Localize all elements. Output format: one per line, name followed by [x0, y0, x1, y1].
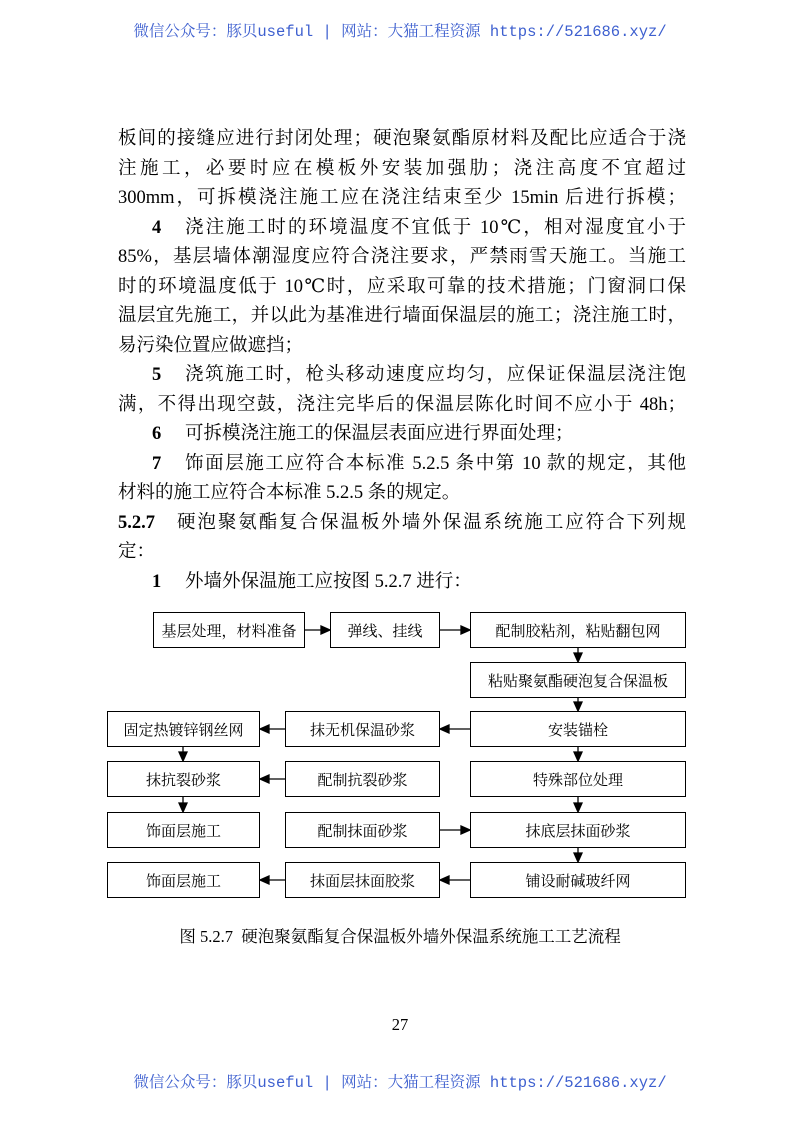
item-number: 7 — [152, 453, 162, 474]
flow-box-alkali-mesh: 铺设耐碱玻纤网 — [470, 862, 686, 898]
arrow-down — [179, 747, 187, 761]
arrow-down — [574, 797, 582, 812]
flow-box-insul-mortar: 抹无机保温砂浆 — [285, 711, 440, 747]
flow-box-crack-mortar: 抹抗裂砂浆 — [107, 761, 260, 797]
line-text: 外墙外保温施工应按图 5.2.7 进行： — [185, 571, 472, 592]
arrow-right — [440, 626, 470, 634]
line-text: 温层宜先施工，并以此为基准进行墙面保温层的施工；浇注施工时， — [118, 306, 686, 326]
clause-number: 5.2.7 — [118, 512, 155, 533]
line-text: 注施工，必要时应在模板外安装加强肋；浇注高度不宜超过 — [118, 158, 686, 179]
arrow-down — [574, 698, 582, 711]
line-text: 板间的接缝应进行封闭处理；硬泡聚氨酯原材料及配比应适合于浇 — [118, 129, 686, 149]
flow-box-finish-2: 饰面层施工 — [107, 862, 260, 898]
arrow-down — [574, 848, 582, 862]
flow-box-board: 粘贴聚氨酯硬泡复合保温板 — [470, 662, 686, 698]
line-text: 时的环境温度低于 10℃时，应采取可靠的技术措施；门窗洞口保 — [118, 276, 686, 297]
flow-box-base-prep: 基层处理，材料准备 — [153, 612, 305, 648]
arrow-left — [260, 876, 285, 884]
flow-box-base-coat: 抹底层抹面砂浆 — [470, 812, 686, 848]
page-number: 27 — [391, 1015, 409, 1034]
item-number: 1 — [152, 571, 162, 592]
header-watermark: 微信公众号：豚贝useful | 网站：大猫工程资源 https://521686.xyz/ — [133, 23, 667, 41]
arrow-left — [440, 876, 470, 884]
item-number: 5 — [152, 365, 162, 385]
line-text: 85%，基层墙体潮湿度应符合浇注要求，严禁雨雪天施工。当施工 — [118, 247, 686, 267]
arrow-left — [260, 725, 285, 733]
flow-box-adhesive-mesh: 配制胶粘剂，粘贴翻包网 — [470, 612, 686, 648]
line-text: 浇筑施工时，枪头移动速度应均匀，应保证保温层浇注饱 — [185, 365, 686, 385]
line-text: 饰面层施工应符合本标准 5.2.5 条中第 10 款的规定，其他 — [185, 453, 686, 474]
flow-box-plaster-mix: 配制抹面砂浆 — [285, 812, 440, 848]
arrow-down — [574, 747, 582, 761]
flow-box-wire-mesh: 固定热镀锌钢丝网 — [107, 711, 260, 747]
figure-caption: 图 5.2.7 硬泡聚氨酯复合保温板外墙外保温系统施工工艺流程 — [179, 927, 621, 946]
item-number: 4 — [152, 217, 162, 238]
line-text: 浇注施工时的环境温度不宜低于 10℃，相对湿度宜小于 — [185, 217, 686, 238]
arrow-right — [440, 826, 470, 834]
flow-box-top-coat: 抹面层抹面胶浆 — [285, 862, 440, 898]
line-text: 易污染位置应做遮挡； — [118, 335, 304, 356]
flow-box-finish-1: 饰面层施工 — [107, 812, 260, 848]
flow-box-anchors: 安装锚栓 — [470, 711, 686, 747]
arrow-right — [305, 626, 330, 634]
line-text: 硬泡聚氨酯复合保温板外墙外保温系统施工应符合下列规 — [177, 512, 686, 533]
arrow-left — [440, 725, 470, 733]
line-text: 满，不得出现空鼓，浇注完毕后的保温层陈化时间不应小于 48h； — [118, 394, 686, 415]
flow-box-special-parts: 特殊部位处理 — [470, 761, 686, 797]
line-text: 定： — [118, 542, 156, 562]
line-text: 300mm，可拆模浇注施工应在浇注结束至少 15min 后进行拆模； — [118, 188, 686, 208]
arrow-left — [260, 775, 285, 783]
arrow-down — [574, 648, 582, 662]
flow-box-snap-lines: 弹线、挂线 — [330, 612, 440, 648]
line-text: 可拆模浇注施工的保温层表面应进行界面处理； — [185, 424, 574, 444]
flow-box-crack-mortar-mix: 配制抗裂砂浆 — [285, 761, 440, 797]
item-number: 6 — [152, 424, 162, 444]
footer-watermark: 微信公众号：豚贝useful | 网站：大猫工程资源 https://521686.xyz/ — [133, 1074, 667, 1092]
line-text: 材料的施工应符合本标准 5.2.5 条的规定。 — [118, 483, 461, 503]
arrow-down — [179, 797, 187, 812]
